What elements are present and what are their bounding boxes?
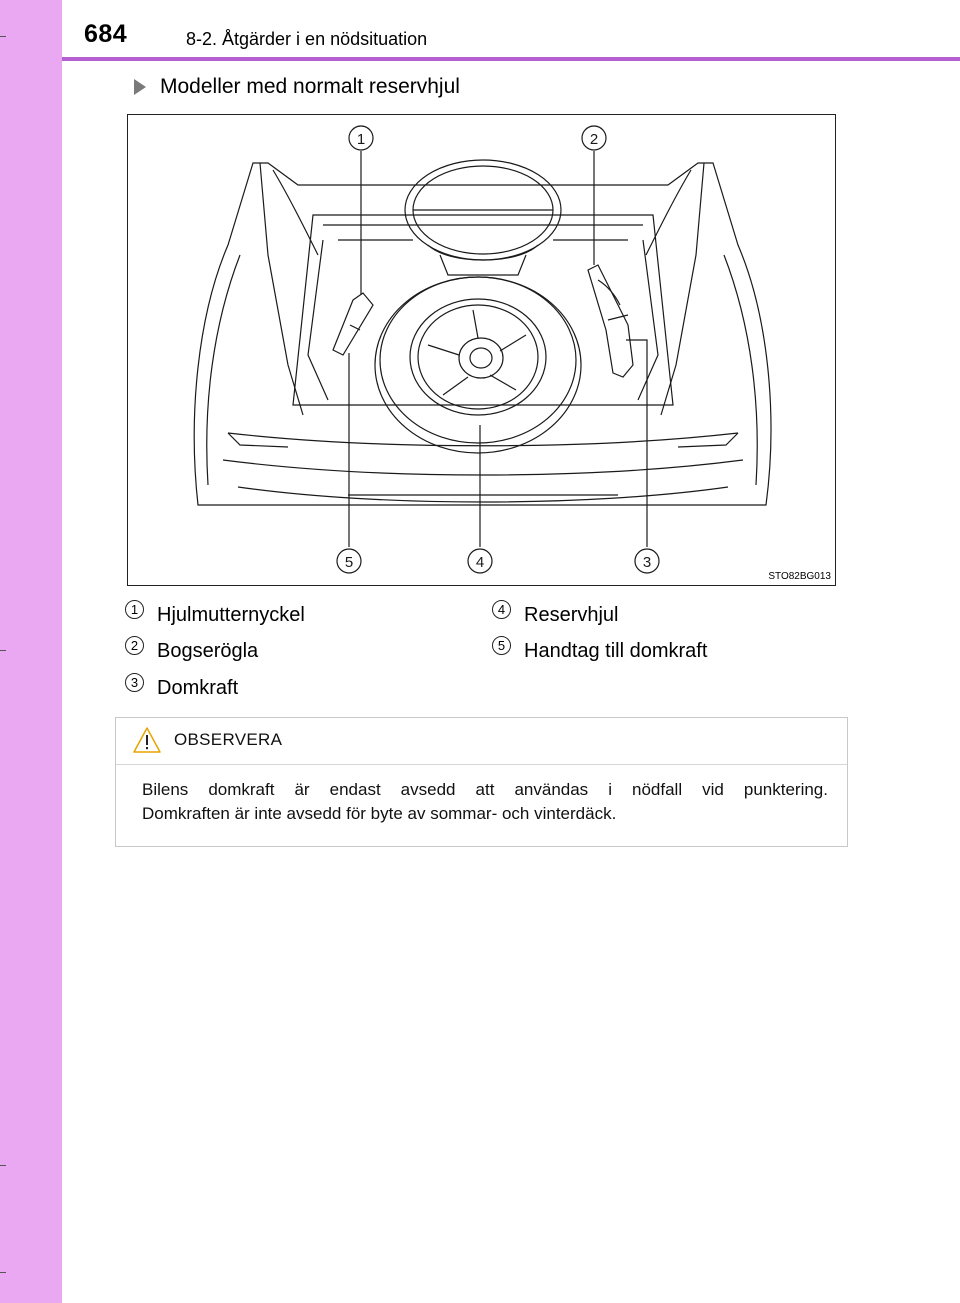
notice-header: [116, 718, 847, 765]
legend-label: Reservhjul: [524, 604, 619, 626]
notice-line-2: Domkraften är inte avsedd för byte av sommar- och vinterdäck.: [142, 804, 617, 823]
legend-label: Hjulmutternyckel: [157, 604, 305, 626]
callout-2: 2: [589, 131, 599, 148]
subheading: [128, 75, 460, 99]
legend-number: 1: [125, 600, 144, 619]
legend-item-4: [492, 604, 618, 627]
notice-box: [115, 717, 848, 847]
section-title: 8-2. Åtgärder i en nödsituation: [186, 29, 428, 49]
legend-item-2: [125, 640, 258, 663]
legend-label: Bogserögla: [157, 640, 259, 662]
legend-item-1: [125, 604, 305, 627]
callout-3: 3: [642, 554, 652, 571]
trunk-drawing: [128, 115, 835, 585]
crop-mark: [0, 1272, 6, 1273]
legend-number: 2: [125, 636, 144, 655]
legend-label: Domkraft: [157, 677, 239, 699]
bullet-triangle-icon: [134, 79, 146, 95]
subheading-text: Modeller med normalt reservhjul: [160, 75, 460, 98]
warning-triangle-icon: [132, 726, 162, 754]
notice-line-1: Bilens domkraft är endast avsedd att användas i nödfall vid punktering.: [142, 780, 828, 799]
crop-mark: [0, 1165, 6, 1166]
header-rule: [62, 57, 960, 61]
callout-1: 1: [356, 131, 366, 148]
side-margin-band: [0, 0, 62, 1303]
callout-5: 5: [344, 554, 354, 571]
legend-item-3: [125, 677, 238, 700]
legend-number: 4: [492, 600, 511, 619]
figure-code: STO82BG013: [768, 571, 831, 582]
legend-number: 5: [492, 636, 511, 655]
page-number: 684: [84, 20, 128, 48]
legend-label: Handtag till domkraft: [524, 640, 708, 662]
crop-mark: [0, 650, 6, 651]
legend-item-5: [492, 640, 707, 663]
crop-mark: [0, 36, 6, 37]
trunk-illustration: [127, 114, 836, 586]
notice-body: [142, 778, 828, 826]
callout-4: 4: [475, 554, 485, 571]
legend-number: 3: [125, 673, 144, 692]
notice-title: OBSERVERA: [174, 730, 283, 749]
